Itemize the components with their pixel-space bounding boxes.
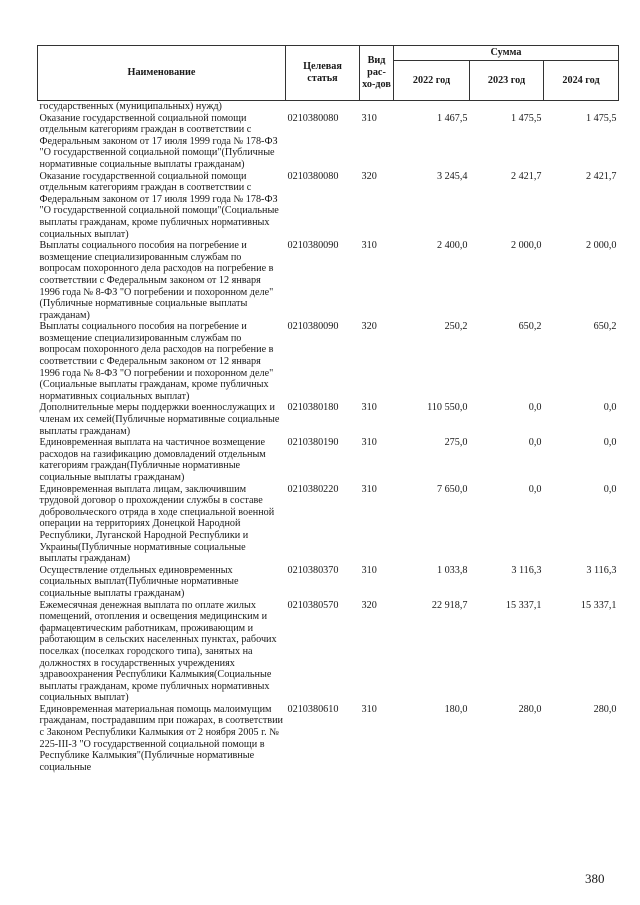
row-amount-2023: 0,0 <box>528 483 542 495</box>
row-amount-2024 <box>544 101 619 113</box>
row-target-article: 0210380570 <box>287 599 339 611</box>
row-amount-2024: 0,0 <box>603 402 617 414</box>
table-row <box>38 437 619 483</box>
row-expense-type: 310 <box>361 564 377 576</box>
row-amount-2022: 7 650,0 <box>436 483 468 495</box>
row-name: Ежемесячная денежная выплата по оплате жилых помещений, отопления и освещения медицинским и фармацевтическим работникам, проживающим и работающим в сельских населенных пунктах, рабочих поселках (поселках городского типа), занятых на должностях в государственных учреждениях здравоохранения Республики Калмыкия(Социальные выплаты гражданам, кроме публичных нормативных социальных выплат) <box>39 599 277 704</box>
row-amount-2024: 650,2 <box>593 321 617 333</box>
row-amount-2023: 280,0 <box>518 703 542 715</box>
row-target-article: 0210380610 <box>287 703 339 715</box>
table-row <box>38 321 619 402</box>
row-expense-type <box>360 101 394 113</box>
row-amount-2022: 22 918,7 <box>431 599 468 611</box>
row-amount-2022: 1 033,8 <box>436 564 468 576</box>
row-target-article: 0210380090 <box>287 240 339 252</box>
row-name: Осуществление отдельных единовременных социальных выплат(Публичные нормативные социальные выплаты гражданам) <box>39 564 239 599</box>
row-name: Единовременная материальная помощь малоимущим гражданам, пострадавшим при пожарах, в соответствии с Законом Республики Калмыкия от 2 ноября 2005 г. № 225-III-З "О государственной социальной помощи в Республике Калмыкия"(Публичные нормативные социальные <box>39 703 283 773</box>
page-number: 380 <box>585 871 605 886</box>
budget-table <box>37 45 619 773</box>
row-amount-2024: 280,0 <box>593 703 617 715</box>
row-expense-type: 320 <box>361 321 377 333</box>
row-expense-type: 320 <box>361 170 377 182</box>
row-amount-2022: 180,0 <box>444 703 468 715</box>
row-name: государственных (муниципальных) нужд) <box>39 101 222 112</box>
header-year-2023: 2023 год <box>470 61 544 101</box>
row-amount-2024: 3 116,3 <box>586 564 617 576</box>
row-expense-type: 320 <box>361 599 377 611</box>
row-expense-type: 310 <box>361 483 377 495</box>
row-amount-2022: 3 245,4 <box>436 170 468 182</box>
header-target-article: Целевая статья <box>286 46 360 101</box>
row-amount-2024: 1 475,5 <box>585 112 617 124</box>
row-expense-type: 310 <box>361 437 377 449</box>
row-name: Оказание государственной социальной помощи отдельным категориям граждан в соответствии с Федеральным законом от 17 июля 1999 года № 178-ФЗ "О государственной социальной помощи"(Публичные нормативные социальные выплаты гражданам) <box>39 112 278 170</box>
row-name: Единовременная выплата лицам, заключившим трудовой договор о прохождении службы в составе добровольческого отряда в ходе специальной военной операции на территориях Донецкой Народной Республики, Луганской Народной Республики и Украины(Публичные нормативные социальные выплаты гражданам) <box>39 483 275 565</box>
row-amount-2023: 1 475,5 <box>510 112 542 124</box>
row-target-article: 0210380190 <box>287 437 339 449</box>
row-amount-2023: 0,0 <box>528 402 542 414</box>
row-amount-2023: 0,0 <box>528 437 542 449</box>
row-target-article: 0210380180 <box>287 402 339 414</box>
row-target-article: 0210380370 <box>287 564 339 576</box>
table-row <box>38 484 619 565</box>
table-row <box>38 101 619 113</box>
row-amount-2024: 2 000,0 <box>585 240 617 252</box>
row-expense-type: 310 <box>361 112 377 124</box>
table-row <box>38 171 619 241</box>
table-row <box>38 402 619 437</box>
header-sum: Сумма <box>394 46 619 61</box>
table-row <box>38 240 619 321</box>
table-row <box>38 600 619 704</box>
row-amount-2022: 275,0 <box>444 437 468 449</box>
row-amount-2024: 0,0 <box>603 483 617 495</box>
row-amount-2023: 650,2 <box>518 321 542 333</box>
row-expense-type: 310 <box>361 240 377 252</box>
row-amount-2023: 2 421,7 <box>510 170 542 182</box>
row-name: Выплаты социального пособия на погребение и возмещение специализированным службам по вопросам похоронного дела расходов на погребение в соответствии с Федеральным законом от 12 января 1996 года № 8-ФЗ "О погребении и похоронном деле"(Публичные нормативные социальные выплаты гражданам) <box>39 240 274 321</box>
row-name: Дополнительные меры поддержки военнослужащих и членам их семей(Публичные нормативные социальные выплаты гражданам) <box>39 402 280 437</box>
table-row <box>38 704 619 774</box>
row-amount-2023: 3 116,3 <box>511 564 542 576</box>
header-expense-type: Вид рас-хо-дов <box>360 46 394 101</box>
header-year-2024: 2024 год <box>544 61 619 101</box>
row-target-article <box>286 101 360 113</box>
row-target-article: 0210380080 <box>287 112 339 124</box>
row-amount-2022: 250,2 <box>444 321 468 333</box>
row-amount-2023: 2 000,0 <box>510 240 542 252</box>
row-target-article: 0210380090 <box>287 321 339 333</box>
row-name: Оказание государственной социальной помощи отдельным категориям граждан в соответствии с Федеральным законом от 17 июля 1999 года № 178-ФЗ "О государственной социальной помощи"(Социальные выплаты гражданам, кроме публичных нормативных социальных выплат) <box>39 170 279 240</box>
header-year-2022: 2022 год <box>394 61 470 101</box>
row-amount-2023: 15 337,1 <box>505 599 542 611</box>
row-name: Выплаты социального пособия на погребение и возмещение специализированным службам по вопросам похоронного дела расходов на погребение в соответствии с Федеральным законом от 12 января 1996 года № 8-ФЗ "О погребении и похоронном деле"(Социальные выплаты гражданам, кроме публичных нормативных социальных выплат) <box>39 321 274 402</box>
row-target-article: 0210380220 <box>287 483 339 495</box>
row-expense-type: 310 <box>361 402 377 414</box>
row-amount-2022: 2 400,0 <box>436 240 468 252</box>
row-amount-2024: 15 337,1 <box>580 599 617 611</box>
row-amount-2022: 1 467,5 <box>436 112 468 124</box>
row-amount-2024: 2 421,7 <box>585 170 617 182</box>
row-amount-2024: 0,0 <box>603 437 617 449</box>
row-amount-2022 <box>394 101 470 113</box>
table-row <box>38 113 619 171</box>
row-amount-2022: 110 550,0 <box>427 402 468 414</box>
row-name: Единовременная выплата на частичное возмещение расходов на газификацию домовладений отдельным категориям граждан(Публичные нормативные социальные выплаты гражданам) <box>39 437 266 483</box>
row-amount-2023 <box>470 101 544 113</box>
header-name: Наименование <box>38 46 286 101</box>
row-target-article: 0210380080 <box>287 170 339 182</box>
row-expense-type: 310 <box>361 703 377 715</box>
table-row <box>38 565 619 600</box>
